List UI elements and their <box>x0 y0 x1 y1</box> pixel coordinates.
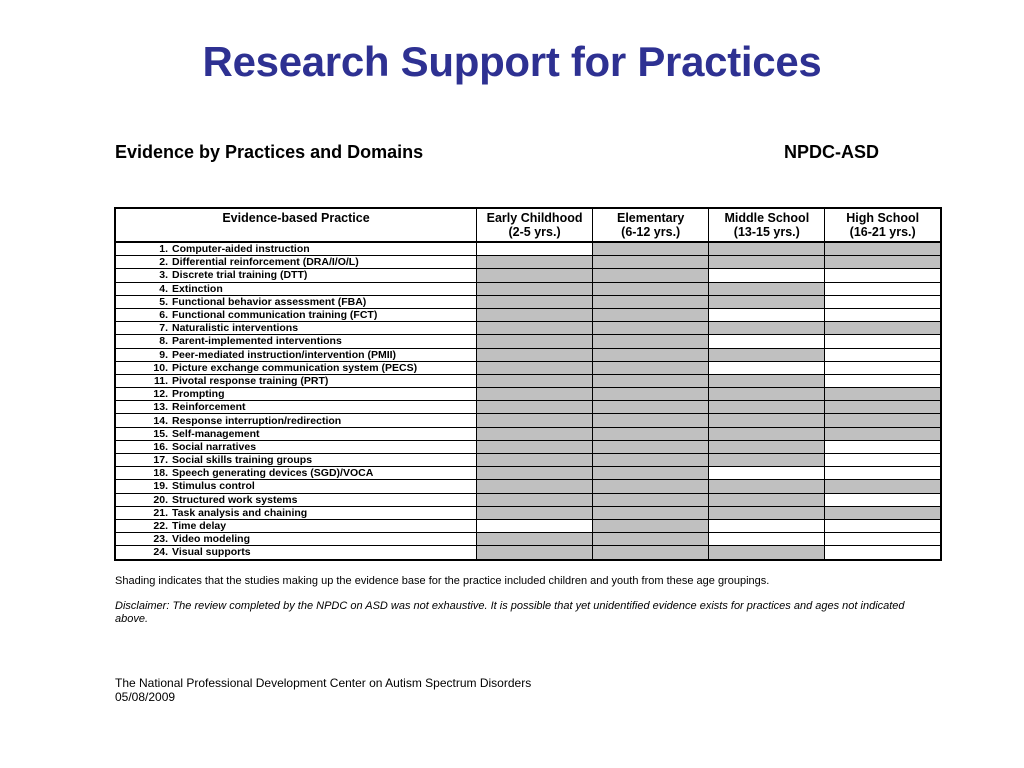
practice-number: 12. <box>153 388 168 401</box>
shaded-cell <box>593 427 709 440</box>
table-row <box>115 295 941 308</box>
table-row <box>115 335 941 348</box>
table-row <box>115 242 941 256</box>
shaded-cell <box>825 414 941 427</box>
table-row <box>115 401 941 414</box>
shaded-cell <box>477 414 593 427</box>
practice-cell <box>115 242 477 256</box>
practice-cell <box>115 440 477 453</box>
table-header-row <box>115 208 941 242</box>
header-high-school <box>825 208 941 242</box>
practice-label: Picture exchange communication system (PECS) <box>172 361 418 374</box>
practice-number: 18. <box>153 467 168 480</box>
shaded-cell <box>593 546 709 560</box>
shaded-cell <box>593 493 709 506</box>
empty-cell <box>709 361 825 374</box>
shaded-cell <box>709 388 825 401</box>
practice-cell <box>115 493 477 506</box>
shaded-cell <box>477 506 593 519</box>
table-row <box>115 519 941 532</box>
shaded-cell <box>709 493 825 506</box>
shaded-cell <box>825 256 941 269</box>
practice-cell <box>115 269 477 282</box>
practice-label: Functional communication training (FCT) <box>172 309 378 322</box>
empty-cell <box>825 454 941 467</box>
practice-cell <box>115 308 477 321</box>
practice-number: 19. <box>153 480 168 493</box>
practice-number: 8. <box>159 335 168 348</box>
shaded-cell <box>593 533 709 546</box>
empty-cell <box>825 519 941 532</box>
practice-number: 22. <box>153 520 168 533</box>
shaded-cell <box>477 335 593 348</box>
practice-number: 20. <box>153 493 168 506</box>
shaded-cell <box>593 506 709 519</box>
practice-label: Response interruption/redirection <box>172 414 342 427</box>
practice-number: 6. <box>159 309 168 322</box>
table-row <box>115 427 941 440</box>
practice-number: 17. <box>153 454 168 467</box>
table-row <box>115 454 941 467</box>
practice-number: 13. <box>153 401 168 414</box>
shaded-cell <box>477 546 593 560</box>
practice-label: Video modeling <box>172 533 250 546</box>
table-row <box>115 506 941 519</box>
practice-number: 10. <box>153 361 168 374</box>
practice-label: Stimulus control <box>172 480 255 493</box>
table-row <box>115 467 941 480</box>
shaded-cell <box>825 322 941 335</box>
shaded-cell <box>709 322 825 335</box>
table-row <box>115 546 941 560</box>
practice-cell <box>115 282 477 295</box>
practice-number: 5. <box>159 295 168 308</box>
shaded-cell <box>593 242 709 256</box>
practice-cell <box>115 335 477 348</box>
practice-label: Pivotal response training (PRT) <box>172 374 329 387</box>
practice-cell <box>115 467 477 480</box>
shaded-cell <box>709 348 825 361</box>
shaded-cell <box>825 480 941 493</box>
shaded-cell <box>593 335 709 348</box>
shaded-cell <box>593 454 709 467</box>
practice-label: Functional behavior assessment (FBA) <box>172 295 367 308</box>
empty-cell <box>825 374 941 387</box>
shaded-cell <box>477 467 593 480</box>
header-line: Middle School <box>724 211 810 225</box>
empty-cell <box>825 361 941 374</box>
shaded-cell <box>709 295 825 308</box>
shaded-cell <box>709 414 825 427</box>
shaded-cell <box>477 493 593 506</box>
practice-cell <box>115 322 477 335</box>
practice-cell <box>115 533 477 546</box>
practice-number: 7. <box>159 322 168 335</box>
disclaimer-note: Disclaimer: The review completed by the NPDC on ASD was not exhaustive. It is possible that yet unidentified evidence exists for practices and ages not indicated above. <box>115 600 905 625</box>
practice-label: Social narratives <box>172 440 257 453</box>
shaded-cell <box>477 480 593 493</box>
footer-org: The National Professional Development Center on Autism Spectrum Disorders <box>115 676 532 690</box>
empty-cell <box>825 348 941 361</box>
practice-number: 1. <box>159 243 168 256</box>
shaded-cell <box>593 414 709 427</box>
shaded-cell <box>825 427 941 440</box>
header-practice: Evidence-based Practice <box>115 208 477 242</box>
shaded-cell <box>709 506 825 519</box>
shading-note: Shading indicates that the studies making up the evidence base for the practice included children and youth from these age groupings. <box>115 575 770 587</box>
practice-cell <box>115 348 477 361</box>
table-row <box>115 414 941 427</box>
header-elementary <box>593 208 709 242</box>
empty-cell <box>825 533 941 546</box>
practice-number: 14. <box>153 414 168 427</box>
practice-cell <box>115 374 477 387</box>
practice-number: 11. <box>153 374 168 387</box>
table-row <box>115 493 941 506</box>
shaded-cell <box>709 440 825 453</box>
shaded-cell <box>477 361 593 374</box>
practice-cell <box>115 519 477 532</box>
empty-cell <box>709 467 825 480</box>
table-row <box>115 480 941 493</box>
header-line: (2-5 yrs.) <box>508 225 561 239</box>
shaded-cell <box>593 374 709 387</box>
header-line: (6-12 yrs.) <box>621 225 681 239</box>
shaded-cell <box>825 242 941 256</box>
practice-cell <box>115 256 477 269</box>
practice-cell <box>115 480 477 493</box>
practice-label: Speech generating devices (SGD)/VOCA <box>172 467 374 480</box>
shaded-cell <box>477 348 593 361</box>
practice-cell <box>115 414 477 427</box>
slide-title: Research Support for Practices <box>202 38 822 85</box>
empty-cell <box>477 242 593 256</box>
practice-label: Structured work systems <box>172 493 298 506</box>
shaded-cell <box>593 467 709 480</box>
practice-label: Visual supports <box>172 546 251 559</box>
empty-cell <box>477 519 593 532</box>
practice-number: 21. <box>153 506 168 519</box>
practice-label: Naturalistic interventions <box>172 322 299 335</box>
shaded-cell <box>709 374 825 387</box>
practice-label: Discrete trial training (DTT) <box>172 269 308 282</box>
shaded-cell <box>593 519 709 532</box>
empty-cell <box>709 335 825 348</box>
shaded-cell <box>477 269 593 282</box>
footer <box>115 676 531 704</box>
practice-number: 16. <box>153 440 168 453</box>
shaded-cell <box>709 454 825 467</box>
header-line: (13-15 yrs.) <box>733 225 800 239</box>
practice-label: Social skills training groups <box>172 454 313 467</box>
practice-number: 2. <box>159 256 168 269</box>
practice-number: 24. <box>153 546 168 559</box>
empty-cell <box>825 335 941 348</box>
shaded-cell <box>709 427 825 440</box>
practice-cell <box>115 295 477 308</box>
empty-cell <box>825 467 941 480</box>
practice-cell <box>115 546 477 560</box>
shaded-cell <box>477 282 593 295</box>
practice-cell <box>115 401 477 414</box>
empty-cell <box>825 269 941 282</box>
practice-label: Self-management <box>172 427 260 440</box>
practice-cell <box>115 388 477 401</box>
header-early-childhood <box>477 208 593 242</box>
shaded-cell <box>709 480 825 493</box>
shaded-cell <box>593 480 709 493</box>
shaded-cell <box>477 454 593 467</box>
shaded-cell <box>477 295 593 308</box>
header-middle-school <box>709 208 825 242</box>
shaded-cell <box>825 388 941 401</box>
shaded-cell <box>593 388 709 401</box>
practice-number: 3. <box>159 269 168 282</box>
practice-cell <box>115 454 477 467</box>
shaded-cell <box>477 388 593 401</box>
table-row <box>115 348 941 361</box>
document-heading: Evidence by Practices and Domains <box>115 142 424 162</box>
practice-number: 15. <box>153 427 168 440</box>
shaded-cell <box>709 282 825 295</box>
practice-label: Peer-mediated instruction/intervention (PMII) <box>172 348 397 361</box>
practice-label: Task analysis and chaining <box>172 506 308 519</box>
header-line: Elementary <box>616 211 685 225</box>
shaded-cell <box>709 242 825 256</box>
practice-label: Computer-aided instruction <box>172 243 310 256</box>
shaded-cell <box>477 322 593 335</box>
table-row <box>115 533 941 546</box>
empty-cell <box>825 493 941 506</box>
table-row <box>115 374 941 387</box>
practice-cell <box>115 361 477 374</box>
shaded-cell <box>477 256 593 269</box>
shaded-cell <box>593 295 709 308</box>
table-body <box>115 242 941 560</box>
footer-date: 05/08/2009 <box>115 690 176 704</box>
shaded-cell <box>593 269 709 282</box>
practice-cell <box>115 427 477 440</box>
shaded-cell <box>593 322 709 335</box>
practice-label: Reinforcement <box>172 401 246 414</box>
shaded-cell <box>477 374 593 387</box>
empty-cell <box>709 269 825 282</box>
header-line: High School <box>846 211 920 225</box>
table-row <box>115 282 941 295</box>
shaded-cell <box>477 427 593 440</box>
shaded-cell <box>593 440 709 453</box>
header-line: (16-21 yrs.) <box>849 225 916 239</box>
shaded-cell <box>593 256 709 269</box>
shaded-cell <box>593 361 709 374</box>
practice-number: 23. <box>153 533 168 546</box>
header-line: Early Childhood <box>486 211 583 225</box>
shaded-cell <box>477 533 593 546</box>
empty-cell <box>709 533 825 546</box>
evidence-table <box>114 207 942 561</box>
empty-cell <box>709 308 825 321</box>
practice-number: 4. <box>159 282 168 295</box>
empty-cell <box>825 308 941 321</box>
empty-cell <box>825 440 941 453</box>
shaded-cell <box>709 546 825 560</box>
practice-cell <box>115 506 477 519</box>
table-row <box>115 322 941 335</box>
shaded-cell <box>593 348 709 361</box>
table-row <box>115 269 941 282</box>
empty-cell <box>709 519 825 532</box>
practice-label: Differential reinforcement (DRA/I/O/L) <box>172 256 359 269</box>
shaded-cell <box>593 401 709 414</box>
empty-cell <box>825 546 941 560</box>
table-row <box>115 256 941 269</box>
shaded-cell <box>593 308 709 321</box>
shaded-cell <box>709 256 825 269</box>
shaded-cell <box>477 440 593 453</box>
table-row <box>115 388 941 401</box>
practice-label: Parent-implemented interventions <box>172 335 342 348</box>
practice-label: Extinction <box>172 282 223 295</box>
practice-label: Prompting <box>172 388 225 401</box>
empty-cell <box>825 282 941 295</box>
table-row <box>115 440 941 453</box>
table-row <box>115 361 941 374</box>
shaded-cell <box>477 401 593 414</box>
shaded-cell <box>709 401 825 414</box>
empty-cell <box>825 295 941 308</box>
practice-number: 9. <box>159 348 168 361</box>
shaded-cell <box>593 282 709 295</box>
practice-label: Time delay <box>172 520 227 533</box>
shaded-cell <box>477 308 593 321</box>
shaded-cell <box>825 401 941 414</box>
shaded-cell <box>825 506 941 519</box>
table-row <box>115 308 941 321</box>
document-org: NPDC-ASD <box>784 142 880 162</box>
